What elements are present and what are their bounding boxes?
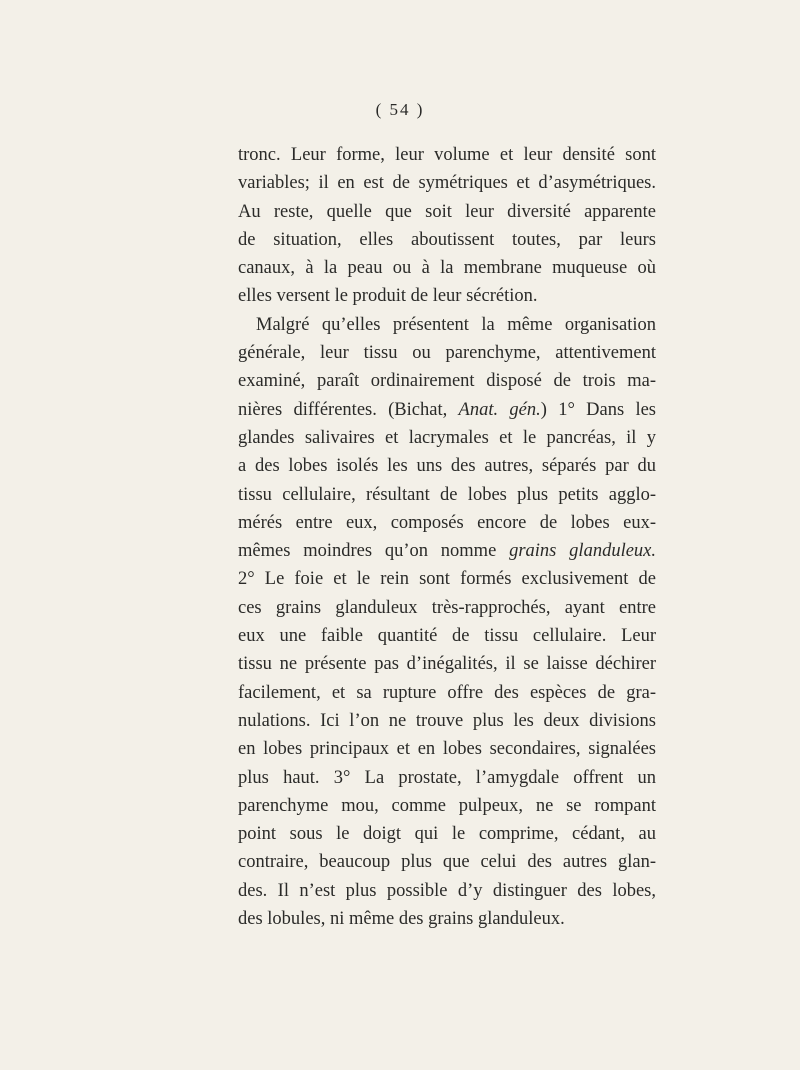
text-line: [238, 905, 656, 933]
text-run: contraire, beaucoup plus que celui des autres glan-: [238, 852, 656, 873]
text-line: [238, 254, 656, 282]
text-line: [238, 282, 656, 310]
text-run: nulations. Ici l’on ne trouve plus les deux divisions: [238, 710, 656, 731]
text-line: [238, 877, 656, 905]
body-text: [238, 141, 656, 933]
text-run: examiné, paraît ordinairement disposé de trois ma-: [238, 371, 656, 392]
text-line: [238, 848, 656, 876]
text-run: tissu ne présente pas d’inégalités, il se laisse déchirer: [238, 654, 656, 675]
text-line: [238, 481, 656, 509]
text-run: Au reste, quelle que soit leur diversité apparente: [238, 201, 656, 222]
text-run: ) 1° Dans les: [540, 399, 656, 420]
text-line: [238, 424, 656, 452]
text-run: tissu cellulaire, résultant de lobes plus petits agglo-: [238, 484, 656, 505]
text-line: [238, 367, 656, 395]
italic-text: grains glanduleux.: [509, 541, 657, 562]
text-line: [238, 396, 656, 424]
text-line: [238, 820, 656, 848]
text-line: [238, 226, 656, 254]
text-line: [238, 764, 656, 792]
text-run: a des lobes isolés les uns des autres, séparés par du: [238, 456, 656, 477]
text-line: [238, 198, 656, 226]
text-run: variables; il en est de symétriques et d’asymétriques.: [238, 173, 656, 194]
text-run: en lobes principaux et en lobes secondaires, signalées: [238, 739, 656, 760]
text-line: [238, 565, 656, 593]
italic-text: Anat. gén.: [458, 399, 541, 420]
text-line: [238, 679, 656, 707]
text-line: [238, 537, 656, 565]
text-run: eux une faible quantité de tissu cellulaire. Leur: [238, 626, 656, 647]
text-run: facilement, et sa rupture offre des espèces de gra-: [238, 682, 656, 703]
text-line: [238, 594, 656, 622]
text-run: mêmes moindres qu’on nomme: [238, 541, 510, 562]
text-line: [238, 650, 656, 678]
text-line: [238, 452, 656, 480]
text-run: parenchyme mou, comme pulpeux, ne se rompant: [238, 795, 656, 816]
text-line: [238, 792, 656, 820]
text-run: glandes salivaires et lacrymales et le pancréas, il y: [238, 427, 656, 448]
text-line: [238, 141, 656, 169]
text-run: tronc. Leur forme, leur volume et leur densité sont: [238, 145, 656, 165]
text-line: [238, 169, 656, 197]
text-line: [238, 735, 656, 763]
text-run: elles versent le produit de leur sécrétion.: [238, 286, 538, 307]
text-line: [238, 509, 656, 537]
text-run: canaux, à la peau ou à la membrane muqueuse où: [238, 258, 656, 279]
text-run: mérés entre eux, composés encore de lobes eux-: [238, 512, 656, 533]
text-run: nières différentes. (Bichat,: [238, 399, 459, 420]
text-run: ces grains glanduleux très-rapprochés, ayant entre: [238, 597, 656, 618]
page-number: ( 54 ): [375, 100, 425, 119]
text-run: 2° Le foie et le rein sont formés exclusivement de: [238, 569, 656, 590]
text-run: plus haut. 3° La prostate, l’amygdale offrent un: [238, 767, 656, 788]
text-line: [238, 339, 656, 367]
text-line: [238, 622, 656, 650]
text-run: des. Il n’est plus possible d’y distinguer des lobes,: [238, 880, 656, 901]
text-run: des lobules, ni même des grains glanduleux.: [238, 909, 565, 930]
text-run: Malgré qu’elles présentent la même organisation: [256, 314, 656, 335]
text-line: [238, 311, 656, 339]
text-line: [238, 707, 656, 735]
text-run: de situation, elles aboutissent toutes, par leurs: [238, 229, 656, 250]
text-run: point sous le doigt qui le comprime, cédant, au: [238, 824, 656, 845]
text-run: générale, leur tissu ou parenchyme, attentivement: [238, 343, 656, 364]
